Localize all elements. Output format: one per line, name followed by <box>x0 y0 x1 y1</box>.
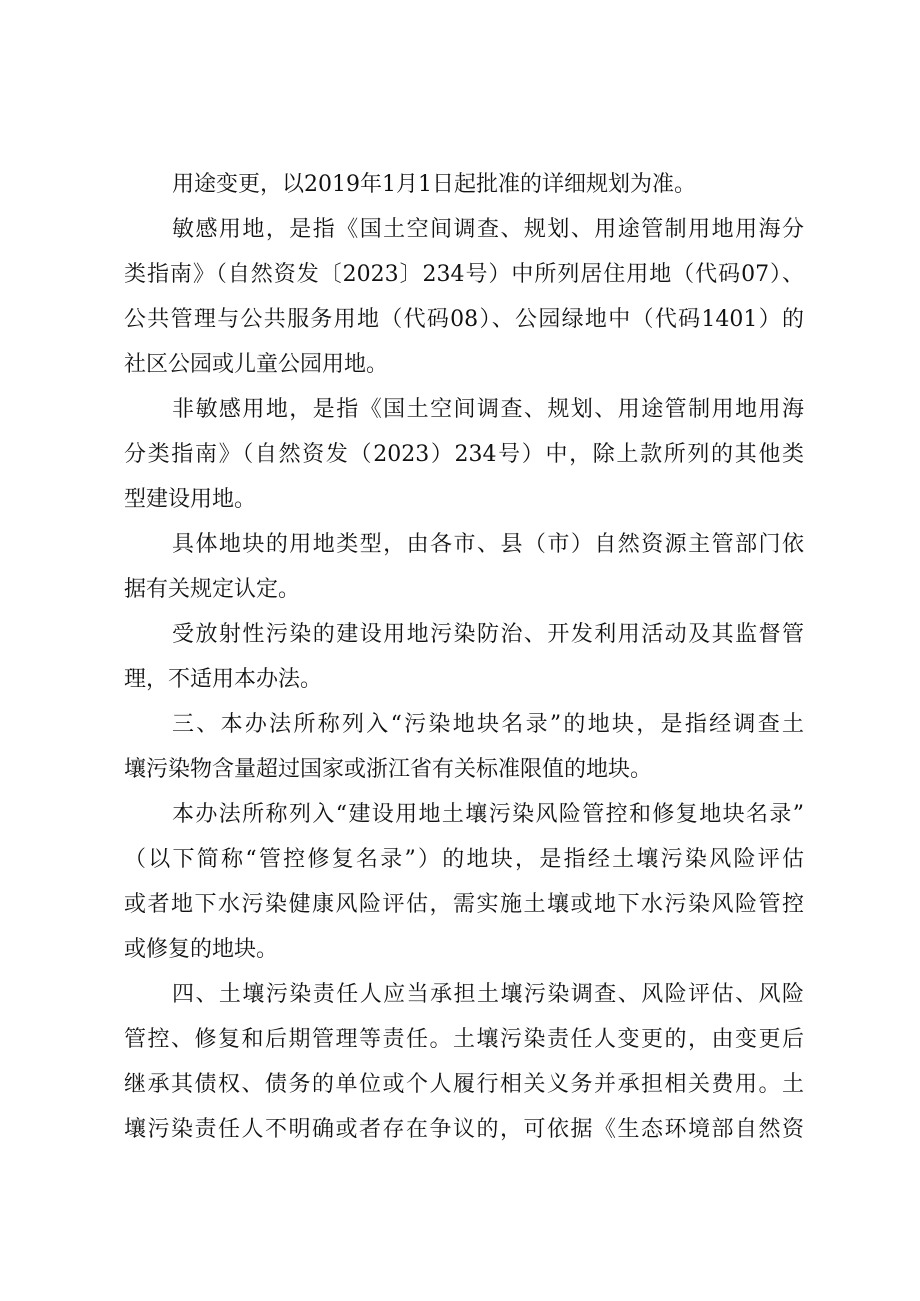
text-line: 据有关规定认定。 <box>124 577 301 602</box>
text-line: 三、本办法所称列入“污染地块名录”的地块，是指经调查土 <box>172 712 804 737</box>
text-line: 用途变更，以2019年1月1日起批准的详细规划为准。 <box>172 172 696 197</box>
text-line: （以下简称“管控修复名录”）的地块，是指经土壤污染风险评估 <box>124 847 804 872</box>
text-line: 或修复的地块。 <box>124 937 279 962</box>
text-line: 非敏感用地，是指《国土空间调查、规划、用途管制用地用海 <box>172 397 804 422</box>
text-line: 或者地下水污染健康风险评估，需实施土壤或地下水污染风险管控 <box>124 892 804 917</box>
text-line: 敏感用地，是指《国土空间调查、规划、用途管制用地用海分 <box>172 217 804 242</box>
text-line: 壤污染物含量超过国家或浙江省有关标准限值的地块。 <box>124 757 653 782</box>
text-line: 具体地块的用地类型，由各市、县（市）自然资源主管部门依 <box>172 532 804 557</box>
text-line: 管控、修复和后期管理等责任。土壤污染责任人变更的，由变更后 <box>124 1027 804 1052</box>
text-line: 社区公园或儿童公园用地。 <box>124 352 389 377</box>
text-line: 本办法所称列入“建设用地土壤污染风险管控和修复地块名录” <box>172 802 804 827</box>
text-line: 壤污染责任人不明确或者存在争议的，可依据《生态环境部自然资 <box>124 1117 804 1142</box>
text-line: 公共管理与公共服务用地（代码08）、公园绿地中（代码1401）的 <box>124 307 804 332</box>
text-line: 继承其债权、债务的单位或个人履行相关义务并承担相关费用。土 <box>124 1072 804 1097</box>
text-line: 类指南》（自然资发〔2023〕234号）中所列居住用地（代码07）、 <box>124 262 804 287</box>
text-line: 四、土壤污染责任人应当承担土壤污染调查、风险评估、风险 <box>172 982 804 1007</box>
text-line: 分类指南》（自然资发（2023）234号）中，除上款所列的其他类 <box>124 442 804 467</box>
text-line: 型建设用地。 <box>124 487 257 512</box>
text-line: 受放射性污染的建设用地污染防治、开发利用活动及其监督管 <box>172 622 804 647</box>
text-line: 理，不适用本办法。 <box>124 667 323 692</box>
